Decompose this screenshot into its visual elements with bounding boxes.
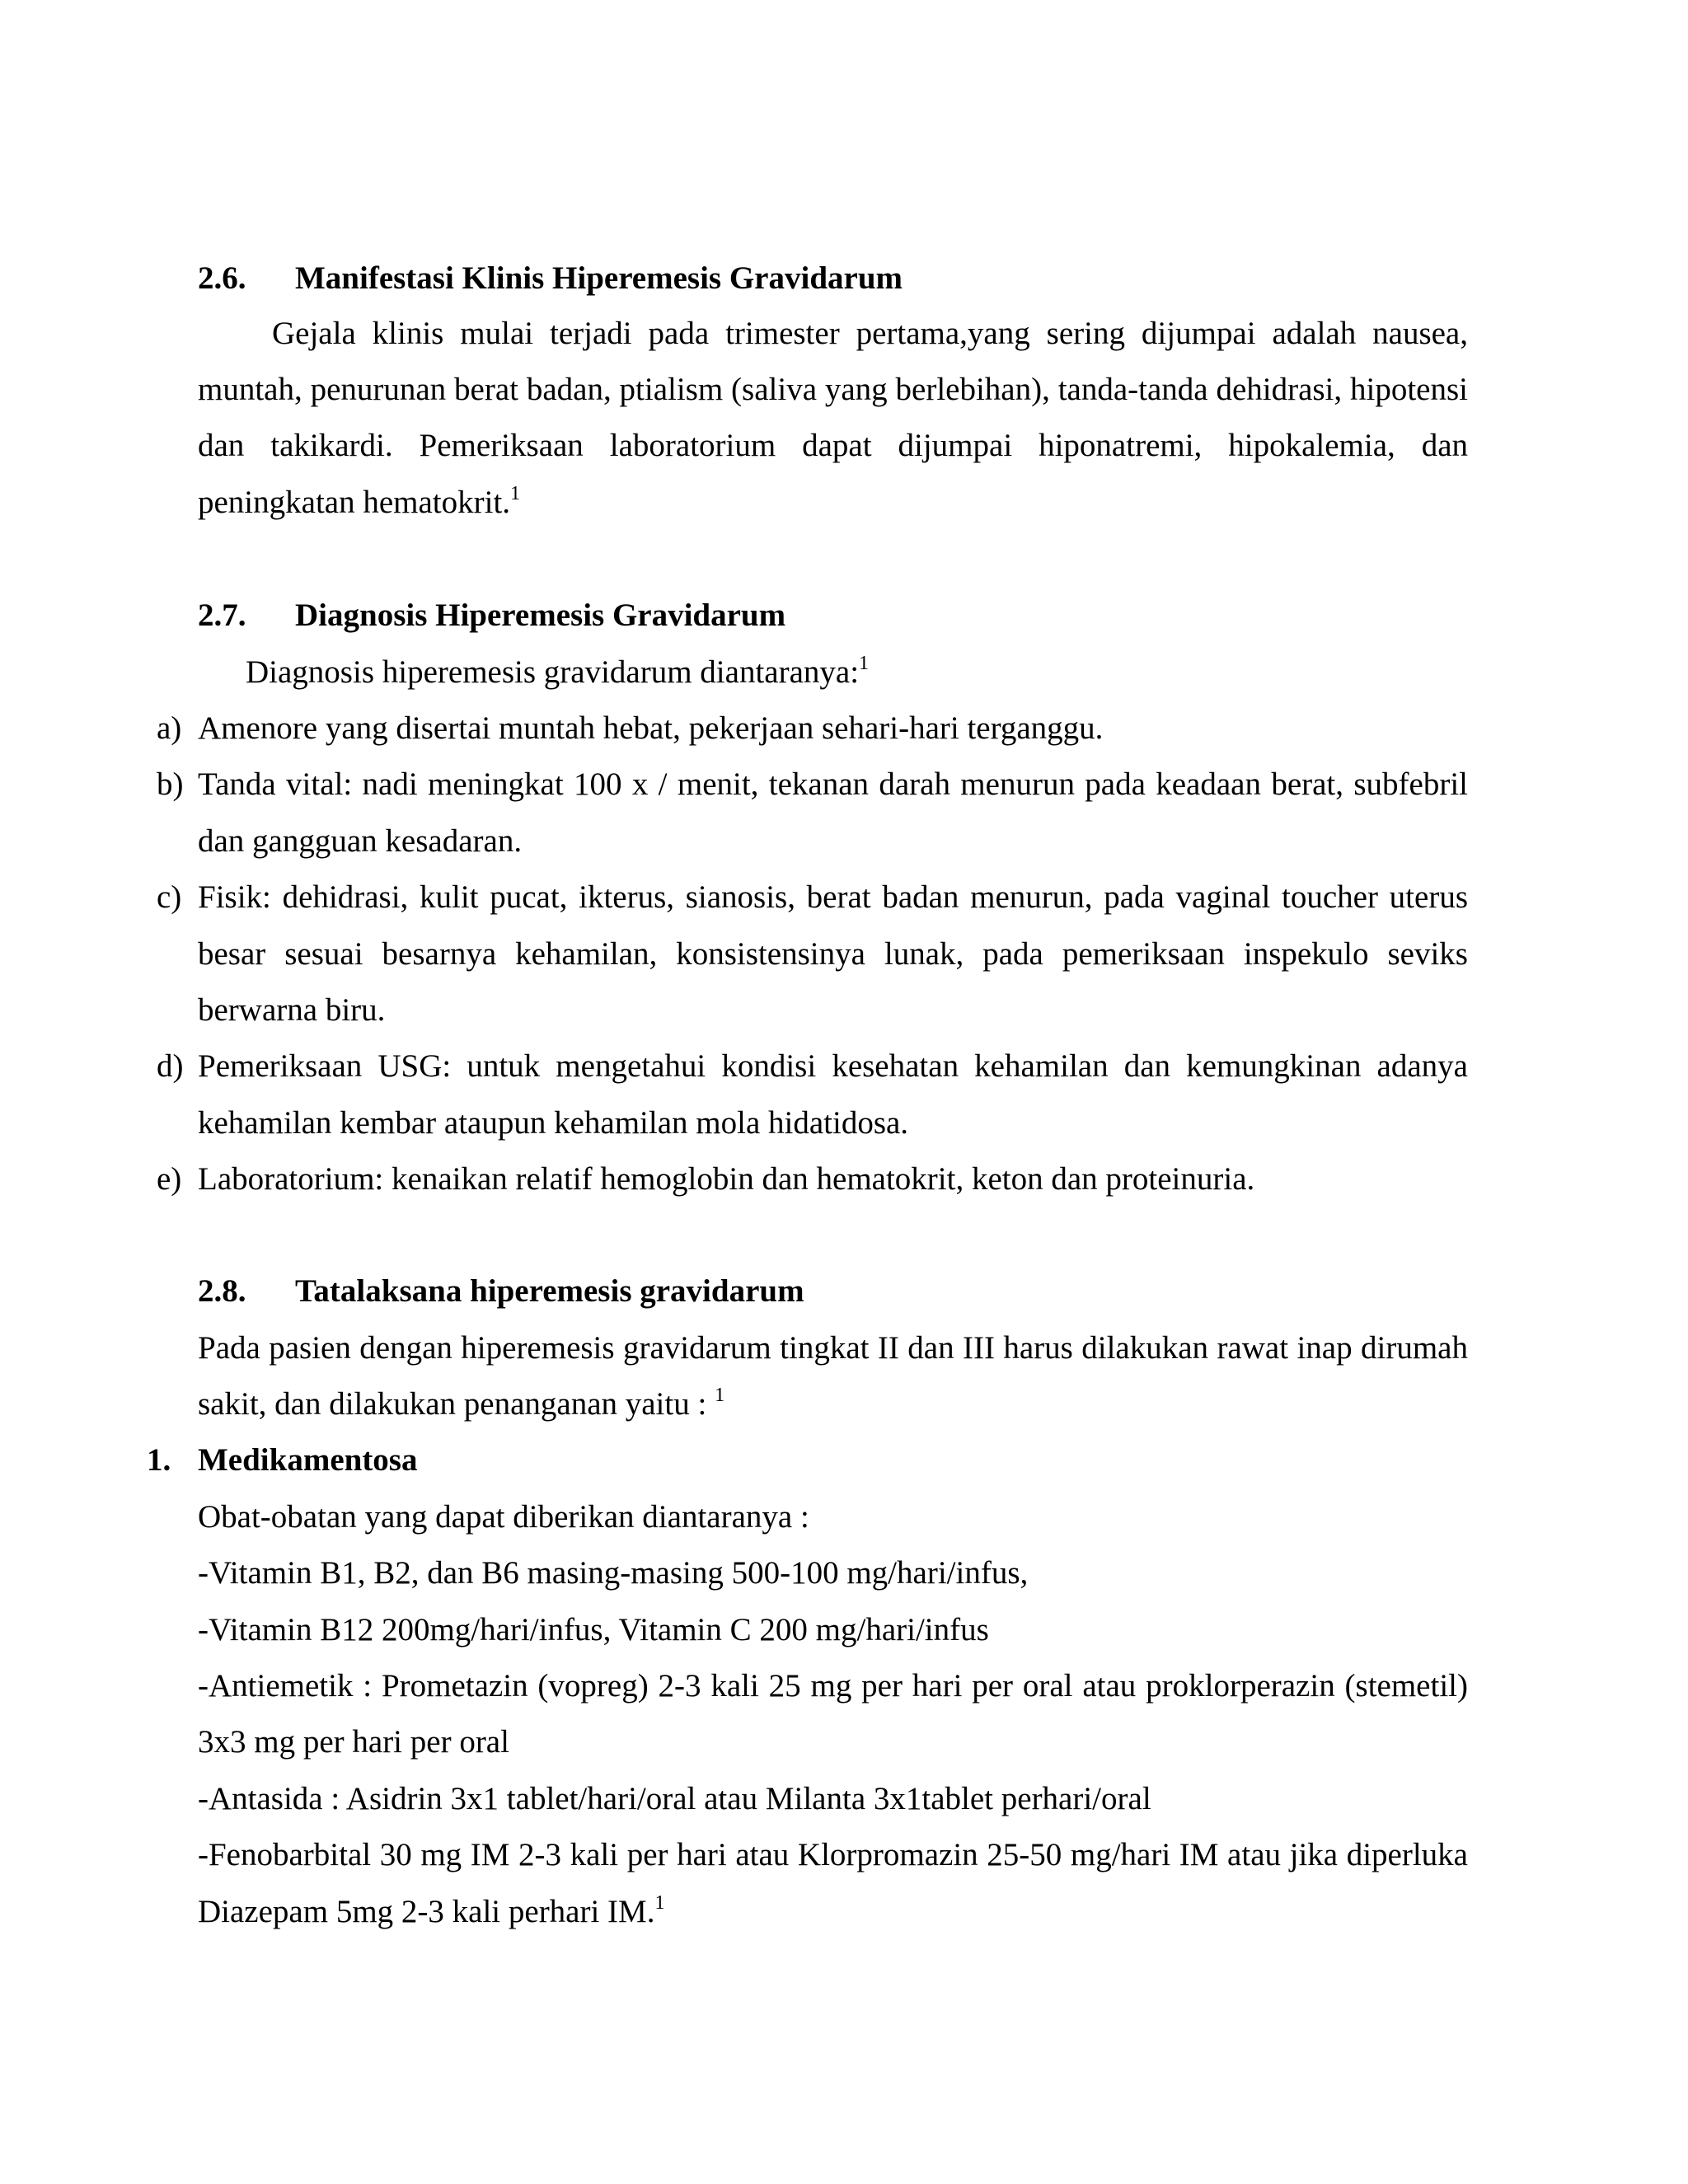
paragraph-line: muntah, penurunan berat badan, ptialism (saliva yang berlebihan), tanda-tanda dehidrasi, hipotensi <box>198 372 1468 407</box>
list-marker-c: c) <box>157 879 182 915</box>
section-number-2-7: 2.7. <box>198 598 246 633</box>
paragraph-text: peningkatan hematokrit. <box>198 485 511 520</box>
medication-line: -Fenobarbital 30 mg IM 2-3 kali per hari atau Klorpromazin 25-50 mg/hari IM atau jika diperluka <box>198 1837 1468 1872</box>
paragraph-text: sakit, dan dilakukan penanganan yaitu : <box>198 1386 715 1422</box>
section-heading-2-6: Manifestasi Klinis Hiperemesis Gravidarum <box>295 260 903 296</box>
medication-line: 3x3 mg per hari per oral <box>198 1724 509 1760</box>
section-number-2-6: 2.6. <box>198 260 246 296</box>
footnote-marker: 1 <box>859 653 870 674</box>
list-item-d-line: Pemeriksaan USG: untuk mengetahui kondisi kesehatan kehamilan dan kemungkinan adanya <box>198 1048 1468 1084</box>
diagnosis-intro <box>246 653 869 692</box>
list-marker-a: a) <box>157 710 182 746</box>
medication-line: Obat-obatan yang dapat diberikan diantaranya : <box>198 1499 809 1535</box>
paragraph-line: dan takikardi. Pemeriksaan laboratorium dapat dijumpai hiponatremi, hipokalemia, dan <box>198 428 1468 463</box>
footnote-marker: 1 <box>654 1892 665 1914</box>
subsection-heading-medikamentosa: Medikamentosa <box>198 1442 418 1478</box>
list-marker-e: e) <box>157 1161 182 1197</box>
paragraph-line-last <box>198 1385 724 1424</box>
medication-line: -Antiemetik : Prometazin (vopreg) 2-3 kali 25 mg per hari per oral atau proklorperazin (stemetil) <box>198 1668 1468 1704</box>
list-item-a-line: Amenore yang disertai muntah hebat, pekerjaan sehari-hari terganggu. <box>198 710 1104 746</box>
paragraph-line: Gejala klinis mulai terjadi pada trimester pertama,yang sering dijumpai adalah nausea, <box>272 316 1468 351</box>
list-item-c-line: besar sesuai besarnya kehamilan, konsistensinya lunak, pada pemeriksaan inspekulo seviks <box>198 936 1468 972</box>
medication-line: -Antasida : Asidrin 3x1 tablet/hari/oral atau Milanta 3x1tablet perhari/oral <box>198 1781 1151 1816</box>
medication-line: -Vitamin B12 200mg/hari/infus, Vitamin C 200 mg/hari/infus <box>198 1612 989 1647</box>
footnote-marker: 1 <box>715 1385 725 1406</box>
list-item-b-line: Tanda vital: nadi meningkat 100 x / menit, tekanan darah menurun pada keadaan berat, subfebril <box>198 766 1468 802</box>
list-item-d-line: kehamilan kembar ataupun kehamilan mola hidatidosa. <box>198 1105 909 1141</box>
list-item-b-line: dan gangguan kesadaran. <box>198 823 523 859</box>
section-number-2-8: 2.8. <box>198 1273 246 1309</box>
section-heading-2-7: Diagnosis Hiperemesis Gravidarum <box>295 598 786 633</box>
medication-text: Diazepam 5mg 2-3 kali perhari IM. <box>198 1894 655 1929</box>
paragraph-line-last <box>198 483 520 523</box>
list-item-c-line: berwarna biru. <box>198 992 386 1028</box>
medication-line-last <box>198 1892 664 1932</box>
list-marker-b: b) <box>157 766 184 802</box>
list-marker-d: d) <box>157 1048 184 1084</box>
footnote-marker: 1 <box>510 483 521 504</box>
section-heading-2-8: Tatalaksana hiperemesis gravidarum <box>295 1273 804 1309</box>
list-item-c-line: Fisik: dehidrasi, kulit pucat, ikterus, sianosis, berat badan menurun, pada vaginal toucher uterus <box>198 879 1468 915</box>
intro-text: Diagnosis hiperemesis gravidarum diantaranya: <box>246 654 860 690</box>
paragraph-line: Pada pasien dengan hiperemesis gravidarum tingkat II dan III harus dilakukan rawat inap dirumah <box>198 1330 1468 1366</box>
numbered-item-marker: 1. <box>147 1442 171 1478</box>
medication-line: -Vitamin B1, B2, dan B6 masing-masing 500-100 mg/hari/infus, <box>198 1555 1029 1591</box>
list-item-e-line: Laboratorium: kenaikan relatif hemoglobin dan hematokrit, keton dan proteinuria. <box>198 1161 1255 1197</box>
